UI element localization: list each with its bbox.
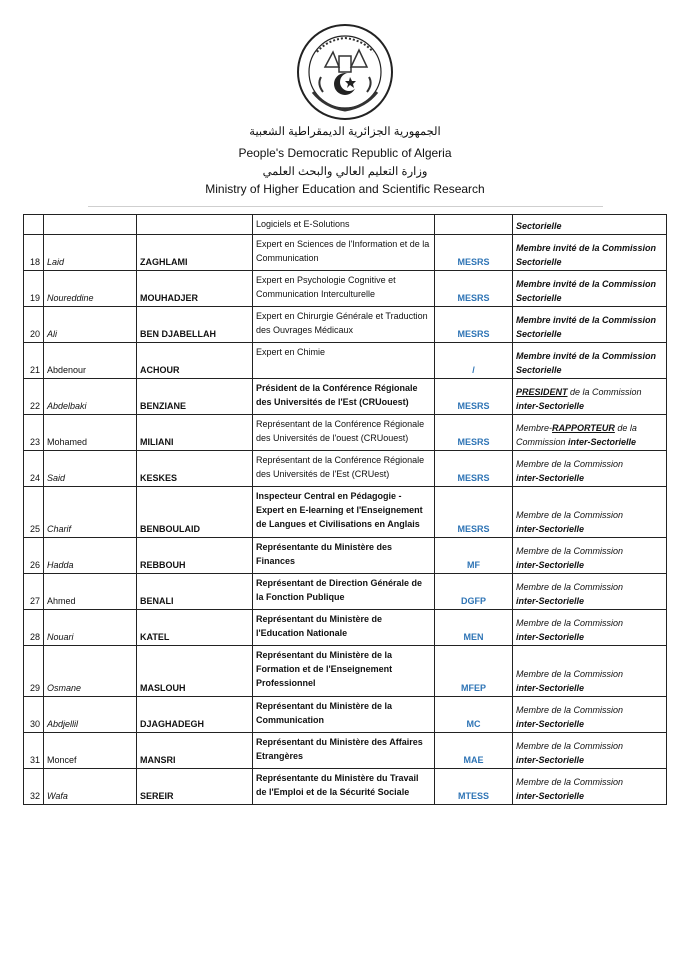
role-cell — [513, 733, 667, 769]
table-row — [24, 733, 667, 769]
row-number: 18 — [29, 257, 40, 267]
last-name: BENBOULAID — [140, 524, 200, 534]
role-text: Membre de la Commission — [516, 459, 624, 469]
description: Représentant du Ministère de la Formation et de l'Enseignement Professionnel — [256, 650, 393, 688]
role-cell — [513, 271, 667, 307]
table-row — [24, 451, 667, 487]
row-number-cell — [24, 769, 44, 805]
institution-cell — [435, 769, 513, 805]
role-text: Membre de la Commission — [516, 705, 624, 715]
table-row — [24, 343, 667, 379]
table-row — [24, 769, 667, 805]
description-cell — [253, 235, 435, 271]
first-name: Noureddine — [47, 293, 94, 303]
role-scope: inter-Sectorielle — [516, 560, 585, 570]
first-name-cell — [44, 769, 137, 805]
description: Représentant de la Conférence Régionale des Universités de l'ouest (CRUouest) — [256, 419, 425, 443]
role-text: Membre de la Commission — [516, 618, 624, 628]
table-row — [24, 215, 667, 235]
role-scope: inter-Sectorielle — [516, 524, 585, 534]
row-number-cell — [24, 733, 44, 769]
description-cell — [253, 769, 435, 805]
first-name: Ali — [47, 329, 58, 339]
role-scope: inter-Sectorielle — [516, 755, 585, 765]
first-name-cell — [44, 538, 137, 574]
table-row — [24, 574, 667, 610]
institution-cell — [435, 379, 513, 415]
row-number: 22 — [29, 401, 40, 411]
role-title: PRESIDENT — [516, 387, 568, 397]
institution: DGFP — [460, 596, 486, 606]
institution: MESRS — [457, 257, 490, 267]
first-name-cell — [44, 215, 137, 235]
table-row — [24, 379, 667, 415]
institution: MESRS — [457, 401, 490, 411]
institution: MESRS — [457, 329, 490, 339]
row-number-cell — [24, 538, 44, 574]
last-name: DJAGHADEGH — [140, 719, 205, 729]
last-name-cell — [137, 343, 253, 379]
description: Représentant du Ministère des Affaires Etrangères — [256, 737, 423, 761]
description: Représentant du Ministère de la Communication — [256, 701, 393, 725]
role-cell — [513, 307, 667, 343]
first-name-cell — [44, 574, 137, 610]
role-scope: inter-Sectorielle — [516, 791, 585, 801]
first-name-cell — [44, 379, 137, 415]
row-number: 25 — [29, 524, 40, 534]
role-cell — [513, 343, 667, 379]
row-number: 32 — [29, 791, 40, 801]
institution-cell — [435, 610, 513, 646]
institution-cell — [435, 235, 513, 271]
institution: MF — [467, 560, 480, 570]
role-text: de la Commission — [567, 387, 642, 397]
last-name: REBBOUH — [140, 560, 186, 570]
institution-cell — [435, 733, 513, 769]
row-number: 19 — [29, 293, 40, 303]
first-name: Wafa — [47, 791, 68, 801]
last-name: KATEL — [140, 632, 170, 642]
row-number-cell — [24, 215, 44, 235]
role-cell — [513, 379, 667, 415]
first-name: Abdenour — [47, 365, 87, 375]
last-name-cell — [137, 235, 253, 271]
institution-cell — [435, 574, 513, 610]
row-number-cell — [24, 487, 44, 538]
institution: / — [472, 365, 475, 375]
institution-cell — [435, 538, 513, 574]
description: Expert en Chirurgie Générale et Traduction des Ouvrages Médicaux — [256, 311, 428, 335]
first-name: Moncef — [47, 755, 77, 765]
institution: MAE — [463, 755, 484, 765]
row-number: 30 — [29, 719, 40, 729]
role: Membre invité de la Commission Sectorielle — [516, 279, 657, 303]
row-number-cell — [24, 379, 44, 415]
row-number: 29 — [29, 683, 40, 693]
description: Représentante du Ministère des Finances — [256, 542, 393, 566]
role-cell — [513, 697, 667, 733]
institution-cell — [435, 646, 513, 697]
role-cell — [513, 538, 667, 574]
institution-cell — [435, 343, 513, 379]
last-name: MOUHADJER — [140, 293, 199, 303]
row-number: 23 — [29, 437, 40, 447]
row-number-cell — [24, 307, 44, 343]
description-cell — [253, 487, 435, 538]
row-number-cell — [24, 343, 44, 379]
table-row — [24, 307, 667, 343]
row-number-cell — [24, 697, 44, 733]
description-cell — [253, 610, 435, 646]
last-name-cell — [137, 646, 253, 697]
last-name-cell — [137, 538, 253, 574]
description: Représentant du Ministère de l'Education Nationale — [256, 614, 383, 638]
table-row — [24, 235, 667, 271]
row-number-cell — [24, 646, 44, 697]
description-cell — [253, 538, 435, 574]
arabic-ministry-title: وزارة التعليم العالي والبحث العلمي — [262, 166, 428, 178]
role: Membre invité de la Commission Sectorielle — [516, 351, 657, 375]
last-name: BENZIANE — [140, 401, 187, 411]
institution-cell — [435, 697, 513, 733]
description-cell — [253, 215, 435, 235]
ministry-title: Ministry of Higher Education and Scientific Research — [205, 182, 485, 196]
description-cell — [253, 574, 435, 610]
institution: MESRS — [457, 437, 490, 447]
last-name: ACHOUR — [140, 365, 180, 375]
role-text: Membre de la Commission — [516, 741, 624, 751]
row-number-cell — [24, 235, 44, 271]
row-number-cell — [24, 271, 44, 307]
last-name-cell — [137, 487, 253, 538]
institution: MESRS — [457, 524, 490, 534]
last-name-cell — [137, 415, 253, 451]
institution: MESRS — [457, 473, 490, 483]
row-number-cell — [24, 415, 44, 451]
last-name-cell — [137, 451, 253, 487]
row-number: 31 — [29, 755, 40, 765]
first-name-cell — [44, 697, 137, 733]
role-cell — [513, 215, 667, 235]
description: Inspecteur Central en Pédagogie - Expert en E-learning et l'Enseignement de Langues et Civilisations en Anglais — [256, 491, 423, 529]
first-name: Hadda — [47, 560, 74, 570]
last-name-cell — [137, 733, 253, 769]
first-name-cell — [44, 646, 137, 697]
institution-cell — [435, 215, 513, 235]
institution: MFEP — [460, 683, 486, 693]
institution: MTESS — [457, 791, 489, 801]
role-text: Membre de la Commission — [516, 546, 624, 556]
table-row — [24, 415, 667, 451]
last-name: SEREIR — [140, 791, 174, 801]
first-name: Said — [47, 473, 66, 483]
table-row — [24, 271, 667, 307]
role-cell — [513, 451, 667, 487]
last-name: ZAGHLAMI — [140, 257, 188, 267]
arabic-republic-title: الجمهورية الجزائرية الديمقراطية الشعبية — [249, 126, 441, 138]
role-scope: inter-Sectorielle — [516, 683, 585, 693]
last-name-cell — [137, 769, 253, 805]
last-name: MANSRI — [140, 755, 176, 765]
last-name: KESKES — [140, 473, 178, 483]
last-name-cell — [137, 379, 253, 415]
table-row — [24, 646, 667, 697]
role-scope: inter-Sectorielle — [516, 401, 585, 411]
description-cell — [253, 697, 435, 733]
algeria-emblem-icon — [295, 22, 395, 122]
first-name: Abdelbaki — [47, 401, 87, 411]
role: Sectorielle — [516, 221, 562, 231]
first-name: Abdjellil — [47, 719, 79, 729]
description-cell — [253, 343, 435, 379]
institution: MESRS — [457, 293, 490, 303]
row-number-cell — [24, 451, 44, 487]
table-row — [24, 538, 667, 574]
members-table — [23, 214, 667, 805]
role-text: Membre de la Commission — [516, 510, 624, 520]
row-number-cell — [24, 610, 44, 646]
role: Membre invité de la Commission Sectorielle — [516, 243, 657, 267]
table-row — [24, 487, 667, 538]
document-header — [0, 0, 690, 210]
first-name: Ahmed — [47, 596, 76, 606]
first-name-cell — [44, 451, 137, 487]
description: Représentante du Ministère du Travail de l'Emploi et de la Sécurité Sociale — [256, 773, 419, 797]
role-text: Membre- — [516, 423, 553, 433]
row-number: 21 — [29, 365, 40, 375]
description-cell — [253, 451, 435, 487]
first-name-cell — [44, 610, 137, 646]
last-name: BEN DJABELLAH — [140, 329, 217, 339]
description-cell — [253, 379, 435, 415]
description-cell — [253, 733, 435, 769]
row-number: 26 — [29, 560, 40, 570]
description-cell — [253, 271, 435, 307]
role-scope: inter-Sectorielle — [568, 437, 637, 447]
first-name: Mohamed — [47, 437, 88, 447]
republic-title: People's Democratic Republic of Algeria — [238, 146, 452, 160]
description: Représentant de Direction Générale de la Fonction Publique — [256, 578, 423, 602]
role-scope: inter-Sectorielle — [516, 632, 585, 642]
row-number: 27 — [29, 596, 40, 606]
last-name-cell — [137, 215, 253, 235]
last-name-cell — [137, 574, 253, 610]
institution-cell — [435, 487, 513, 538]
description: Expert en Chimie — [256, 347, 326, 357]
first-name-cell — [44, 271, 137, 307]
last-name-cell — [137, 610, 253, 646]
last-name-cell — [137, 271, 253, 307]
first-name: Charif — [47, 524, 72, 534]
first-name-cell — [44, 733, 137, 769]
role-cell — [513, 769, 667, 805]
description: Logiciels et E-Solutions — [256, 219, 350, 229]
role-cell — [513, 574, 667, 610]
first-name-cell — [44, 307, 137, 343]
institution-cell — [435, 451, 513, 487]
table-row — [24, 697, 667, 733]
description-cell — [253, 646, 435, 697]
last-name: BENALI — [140, 596, 174, 606]
first-name: Nouari — [47, 632, 74, 642]
first-name-cell — [44, 415, 137, 451]
role-cell — [513, 487, 667, 538]
row-number: 24 — [29, 473, 40, 483]
role-scope: inter-Sectorielle — [516, 719, 585, 729]
description-cell — [253, 415, 435, 451]
role-title: RAPPORTEUR — [552, 423, 615, 433]
row-number-cell — [24, 574, 44, 610]
row-number: 20 — [29, 329, 40, 339]
last-name-cell — [137, 697, 253, 733]
description: Expert en Sciences de l'Information et de la Communication — [256, 239, 430, 263]
institution-cell — [435, 415, 513, 451]
first-name: Osmane — [47, 683, 82, 693]
description-cell — [253, 307, 435, 343]
institution: MC — [466, 719, 481, 729]
table-row — [24, 610, 667, 646]
role-text: Membre de la Commission — [516, 582, 624, 592]
first-name-cell — [44, 235, 137, 271]
role-text: de la Commission — [516, 423, 637, 447]
first-name-cell — [44, 343, 137, 379]
role: Membre invité de la Commission Sectorielle — [516, 315, 657, 339]
last-name: MASLOUH — [140, 683, 186, 693]
description: Expert en Psychologie Cognitive et Communication Interculturelle — [256, 275, 396, 299]
description: Représentant de la Conférence Régionale des Universités de l'Est (CRUest) — [256, 455, 425, 479]
last-name: MILIANI — [140, 437, 174, 447]
role-text: Membre de la Commission — [516, 669, 624, 679]
institution-cell — [435, 307, 513, 343]
institution-cell — [435, 271, 513, 307]
role-scope: inter-Sectorielle — [516, 473, 585, 483]
role-cell — [513, 235, 667, 271]
role-text: Membre de la Commission — [516, 777, 624, 787]
role-cell — [513, 646, 667, 697]
last-name-cell — [137, 307, 253, 343]
first-name: Laid — [47, 257, 65, 267]
role-cell — [513, 610, 667, 646]
role-cell — [513, 415, 667, 451]
header-divider — [88, 206, 603, 207]
first-name-cell — [44, 487, 137, 538]
institution: MEN — [463, 632, 484, 642]
row-number: 28 — [29, 632, 40, 642]
description: Président de la Conférence Régionale des Universités de l'Est (CRUouest) — [256, 383, 418, 407]
role-scope: inter-Sectorielle — [516, 596, 585, 606]
